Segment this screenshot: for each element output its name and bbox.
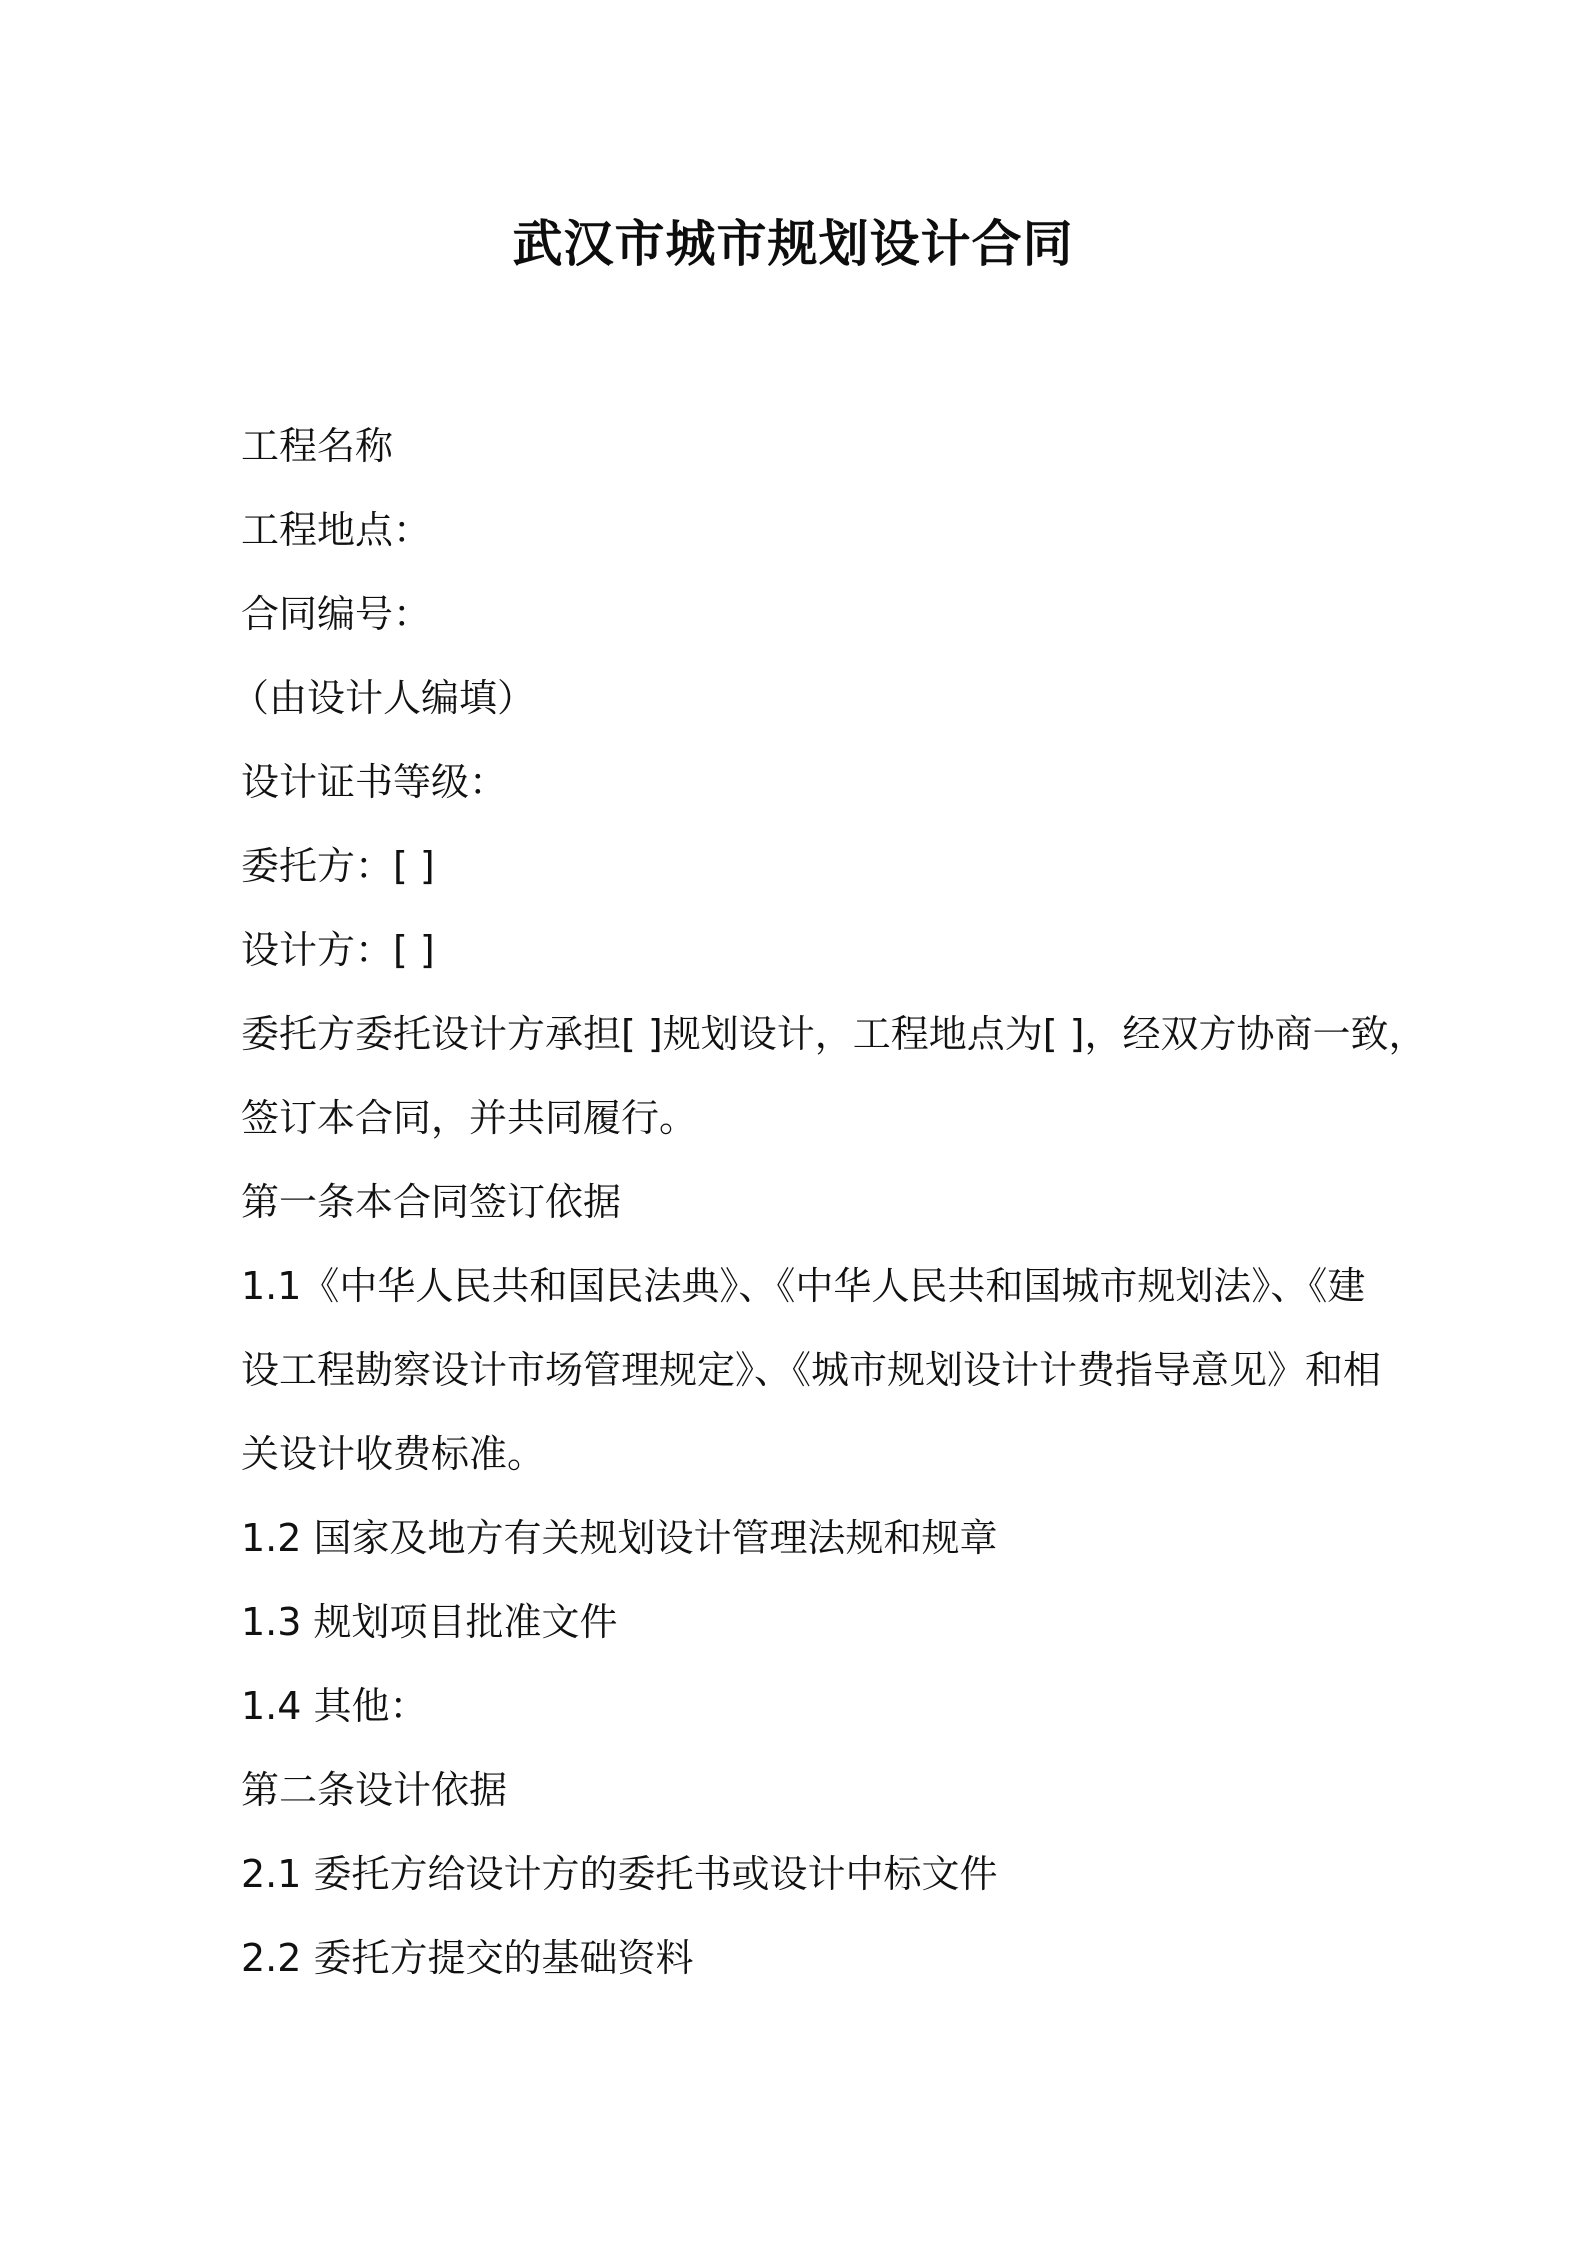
preamble-line-2: 签订本合同，并共同履行。 xyxy=(241,1096,698,1140)
contract-number-note: （由设计人编填） xyxy=(231,676,536,720)
clause-1-4: 1.4 其他： xyxy=(241,1684,428,1728)
field-contract-number: 合同编号： xyxy=(241,592,432,636)
clause-1-3: 1.3 规划项目批准文件 xyxy=(241,1600,618,1644)
preamble-line-1: 委托方委托设计方承担[ ]规划设计，工程地点为[ ]，经双方协商一致， xyxy=(241,1012,1427,1056)
field-project-name: 工程名称 xyxy=(241,424,394,468)
field-certificate-grade: 设计证书等级： xyxy=(241,760,508,804)
document-title: 武汉市城市规划设计合同 xyxy=(512,215,1074,273)
clause-1-1-line-2: 设工程勘察设计市场管理规定》、《城市规划设计计费指导意见》和相 xyxy=(241,1348,1382,1392)
clause-2-1: 2.1 委托方给设计方的委托书或设计中标文件 xyxy=(241,1852,998,1896)
field-designer-party: 设计方：[ ] xyxy=(241,928,435,972)
clause-2-2: 2.2 委托方提交的基础资料 xyxy=(241,1936,694,1980)
article-2-heading: 第二条设计依据 xyxy=(241,1768,508,1812)
clause-1-1-line-3: 关设计收费标准。 xyxy=(241,1432,546,1476)
clause-1-1-line-1: 1.1《中华人民共和国民法典》、《中华人民共和国城市规划法》、《建 xyxy=(241,1264,1366,1308)
field-project-location: 工程地点： xyxy=(241,508,432,552)
field-client-party: 委托方：[ ] xyxy=(241,844,435,888)
clause-1-2: 1.2 国家及地方有关规划设计管理法规和规章 xyxy=(241,1516,998,1560)
article-1-heading: 第一条本合同签订依据 xyxy=(241,1180,622,1224)
document-body xyxy=(231,404,1427,2000)
